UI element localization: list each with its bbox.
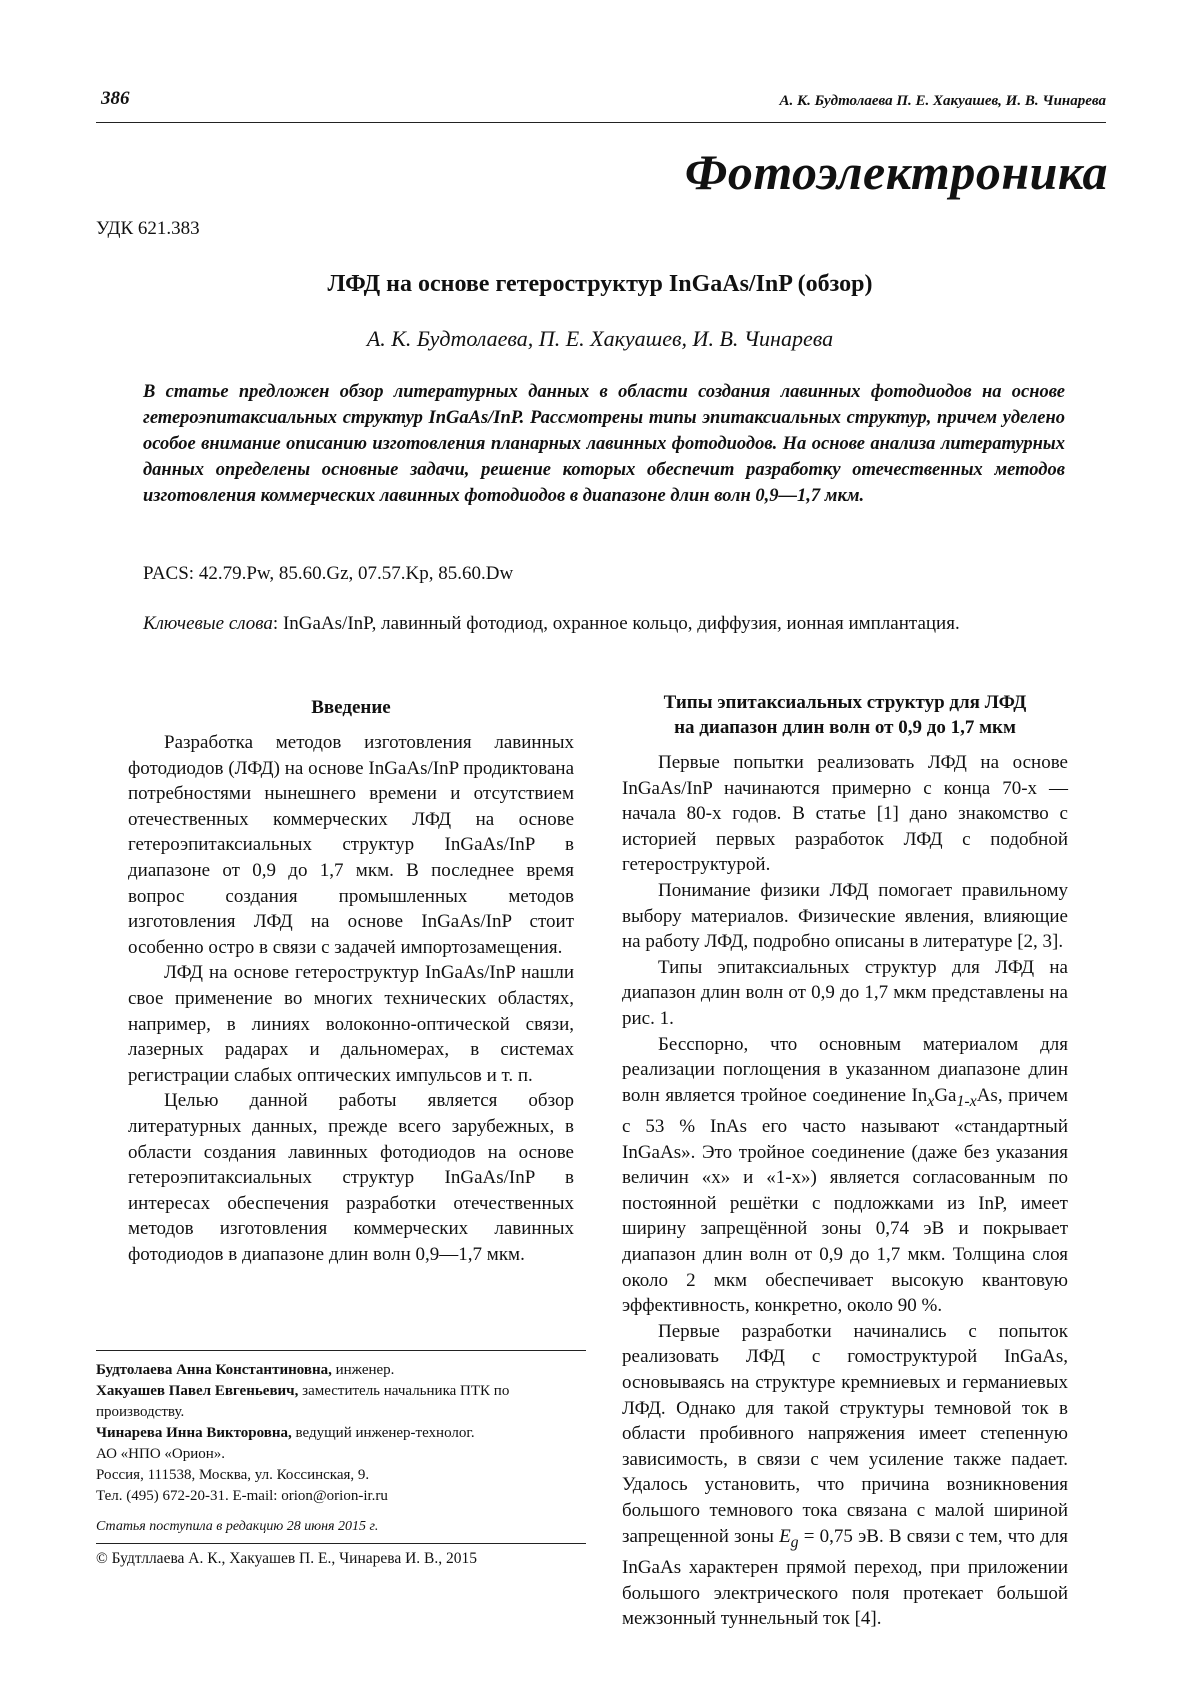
footnote-author-1 [96,1360,596,1381]
article-title: ЛФД на основе гетероструктур InGaAs/InP (обзор) [327,271,873,297]
types-heading-line-2: на диапазон длин волн от 0,9 до 1,7 мкм [674,717,1016,738]
keywords-list: : InGaAs/InP, лавинный фотодиод, охранное кольцо, диффузия, ионная имплантация. [272,613,960,634]
author-name: Будтолаева Анна Константиновна, [96,1362,332,1378]
text-run: = 0,75 эВ. В связи с тем, что для InGaAs характерен прямой переход, при приложении большого электрического поля протекает большой межзонный туннельный ток [4]. [622,1525,1068,1630]
header-rule [96,122,1106,123]
types-heading [622,690,1068,740]
footnote-rule [96,1350,586,1351]
bandgap-symbol: E [779,1525,791,1547]
subscript-x: x [927,1092,935,1110]
types-paragraph-4 [622,1032,1068,1319]
keywords-label: Ключевые слова [143,613,273,634]
abstract: В статье предложен обзор литературных данных в области создания лавинных фотодиодов на основе гетероэпитаксиальных структур InGaAs/InP. Рассмотрены типы эпитаксиальных структур, причем уделено особое внимание описанию изготовления планарных лавинных фотодиодов. На основе анализа литературных данных определены основные задачи, решение которых обеспечит разработку отечественных методов изготовления коммерческих лавинных фотодиодов в диапазоне длин волн 0,9—1,7 мкм. [143,382,1065,506]
pacs-codes: PACS: 42.79.Pw, 85.60.Gz, 07.57.Kp, 85.60.Dw [143,563,514,584]
page-number: 386 [101,88,130,109]
text-run: As, причем с 53 % InAs его часто называют «стандартный InGaAs». Это тройное соединение (даже без указания величин «x» и «1-x») является согласованным по постоянной решётки с подложками из InP, имеет ширину запрещённой зоны 0,74 эВ и покрывает диапазон длин волн от 0,9 до 1,7 мкм. Толщина слоя около 2 мкм обеспечивает высокую квантовую эффективность, конкретно, около 90 %. [622,1084,1068,1317]
author-role: ведущий инженер-технолог. [291,1425,475,1441]
footnote-author-2 [96,1381,596,1423]
intro-heading: Введение [311,697,391,718]
intro-paragraph-3: Целью данной работы является обзор литературных данных, прежде всего зарубежных, в области создания лавинных фотодиодов на основе гетероэпитаксиальных структур InGaAs/InP в интересах обеспечения разработки отечественных методов изготовления коммерческих лавинных фотодиодов в диапазоне длин волн 0,9—1,7 мкм. [128,1090,574,1265]
text-run: Бесспорно, что основным материалом для реализации поглощения в указанном диапазоне длин волн является тройное соединение In [622,1033,1068,1106]
article-authors: А. К. Будтолаева, П. Е. Хакуашев, И. В. Чинарева [366,326,834,351]
intro-paragraph-1: Разработка методов изготовления лавинных фотодиодов (ЛФД) на основе InGaAs/InP продиктована потребностями нынешнего времени и отсутствием отечественных коммерческих ЛФД на основе гетероэпитаксиальных структур InGaAs/InP в диапазоне от 0,9 до 1,7 мкм. В последнее время вопрос создания промышленных методов изготовления ЛФД на основе InGaAs/InP стоит особенно остро в связи с задачей импортозамещения. [128,732,574,958]
types-heading-line-1: Типы эпитаксиальных структур для ЛФД [663,692,1027,713]
author-name: Хакуашев Павел Евгеньевич, [96,1383,299,1399]
journal-section-title: Фотоэлектроника [684,144,1108,200]
subscript-1-x: 1-x [956,1092,977,1110]
bandgap-subscript: g [790,1533,799,1551]
footnote-author-3 [96,1423,596,1444]
types-paragraph-1: Первые попытки реализовать ЛФД на основе InGaAs/InP начинаются примерно с конца 70-х — начала 80-х годов. В статье [1] дано знакомство с историей первых разработок ЛФД с подобной гетероструктурой. [622,752,1068,876]
keywords [143,611,1065,637]
udc-code: УДК 621.383 [96,218,200,239]
copyright-notice: © Будтллаева А. К., Хакуашев П. Е., Чинарева И. В., 2015 [96,1550,478,1567]
author-role: заместитель начальника ПТК по производству. [96,1383,510,1420]
running-head-authors: А. К. Будтолаева П. Е. Хакуашев, И. В. Чинарева [779,93,1106,109]
author-name: Чинарева Инна Викторовна, [96,1425,292,1441]
received-date: Статья поступила в редакцию 28 июня 2015 г. [96,1519,379,1534]
intro-paragraph-2: ЛФД на основе гетероструктур InGaAs/InP нашли свое применение во многих технических областях, например, в линиях волоконно-оптической связи, лазерных радарах и дальномерах, в системах регистрации слабых оптических импульсов и т. п. [128,962,574,1086]
right-column [622,690,1068,1632]
footnote-org: АО «НПО «Орион». [96,1446,226,1462]
text-run: Первые разработки начинались с попыток реализовать ЛФД с гомоструктурой InGaAs, основываясь на структуре кремниевых и германиевых ЛФД. Однако для такой структуры темновой ток в области пробивного напряжения имеет степенную зависимость, в связи с чем усиление также падает. Удалось установить, что причина возникновения большого темнового тока связана с малой шириной запрещенной зоны [622,1320,1068,1547]
types-paragraph-3: Типы эпитаксиальных структур для ЛФД на диапазон длин волн от 0,9 до 1,7 мкм представлены на рис. 1. [622,956,1068,1029]
footnote-address: Россия, 111538, Москва, ул. Коссинская, 9. [96,1467,370,1483]
received-rule [96,1543,586,1544]
types-paragraph-2: Понимание физики ЛФД помогает правильному выбору материалов. Физические явления, влияющие на работу ЛФД, подробно описаны в литературе [2, 3]. [622,879,1068,953]
types-paragraph-5 [622,1319,1068,1632]
author-footnotes [96,1360,596,1507]
text-run: Ga [934,1084,957,1106]
footnote-contacts: Тел. (495) 672-20-31. E-mail: orion@orion-ir.ru [96,1488,388,1504]
author-role: инженер. [331,1362,395,1378]
left-column [128,695,574,1267]
